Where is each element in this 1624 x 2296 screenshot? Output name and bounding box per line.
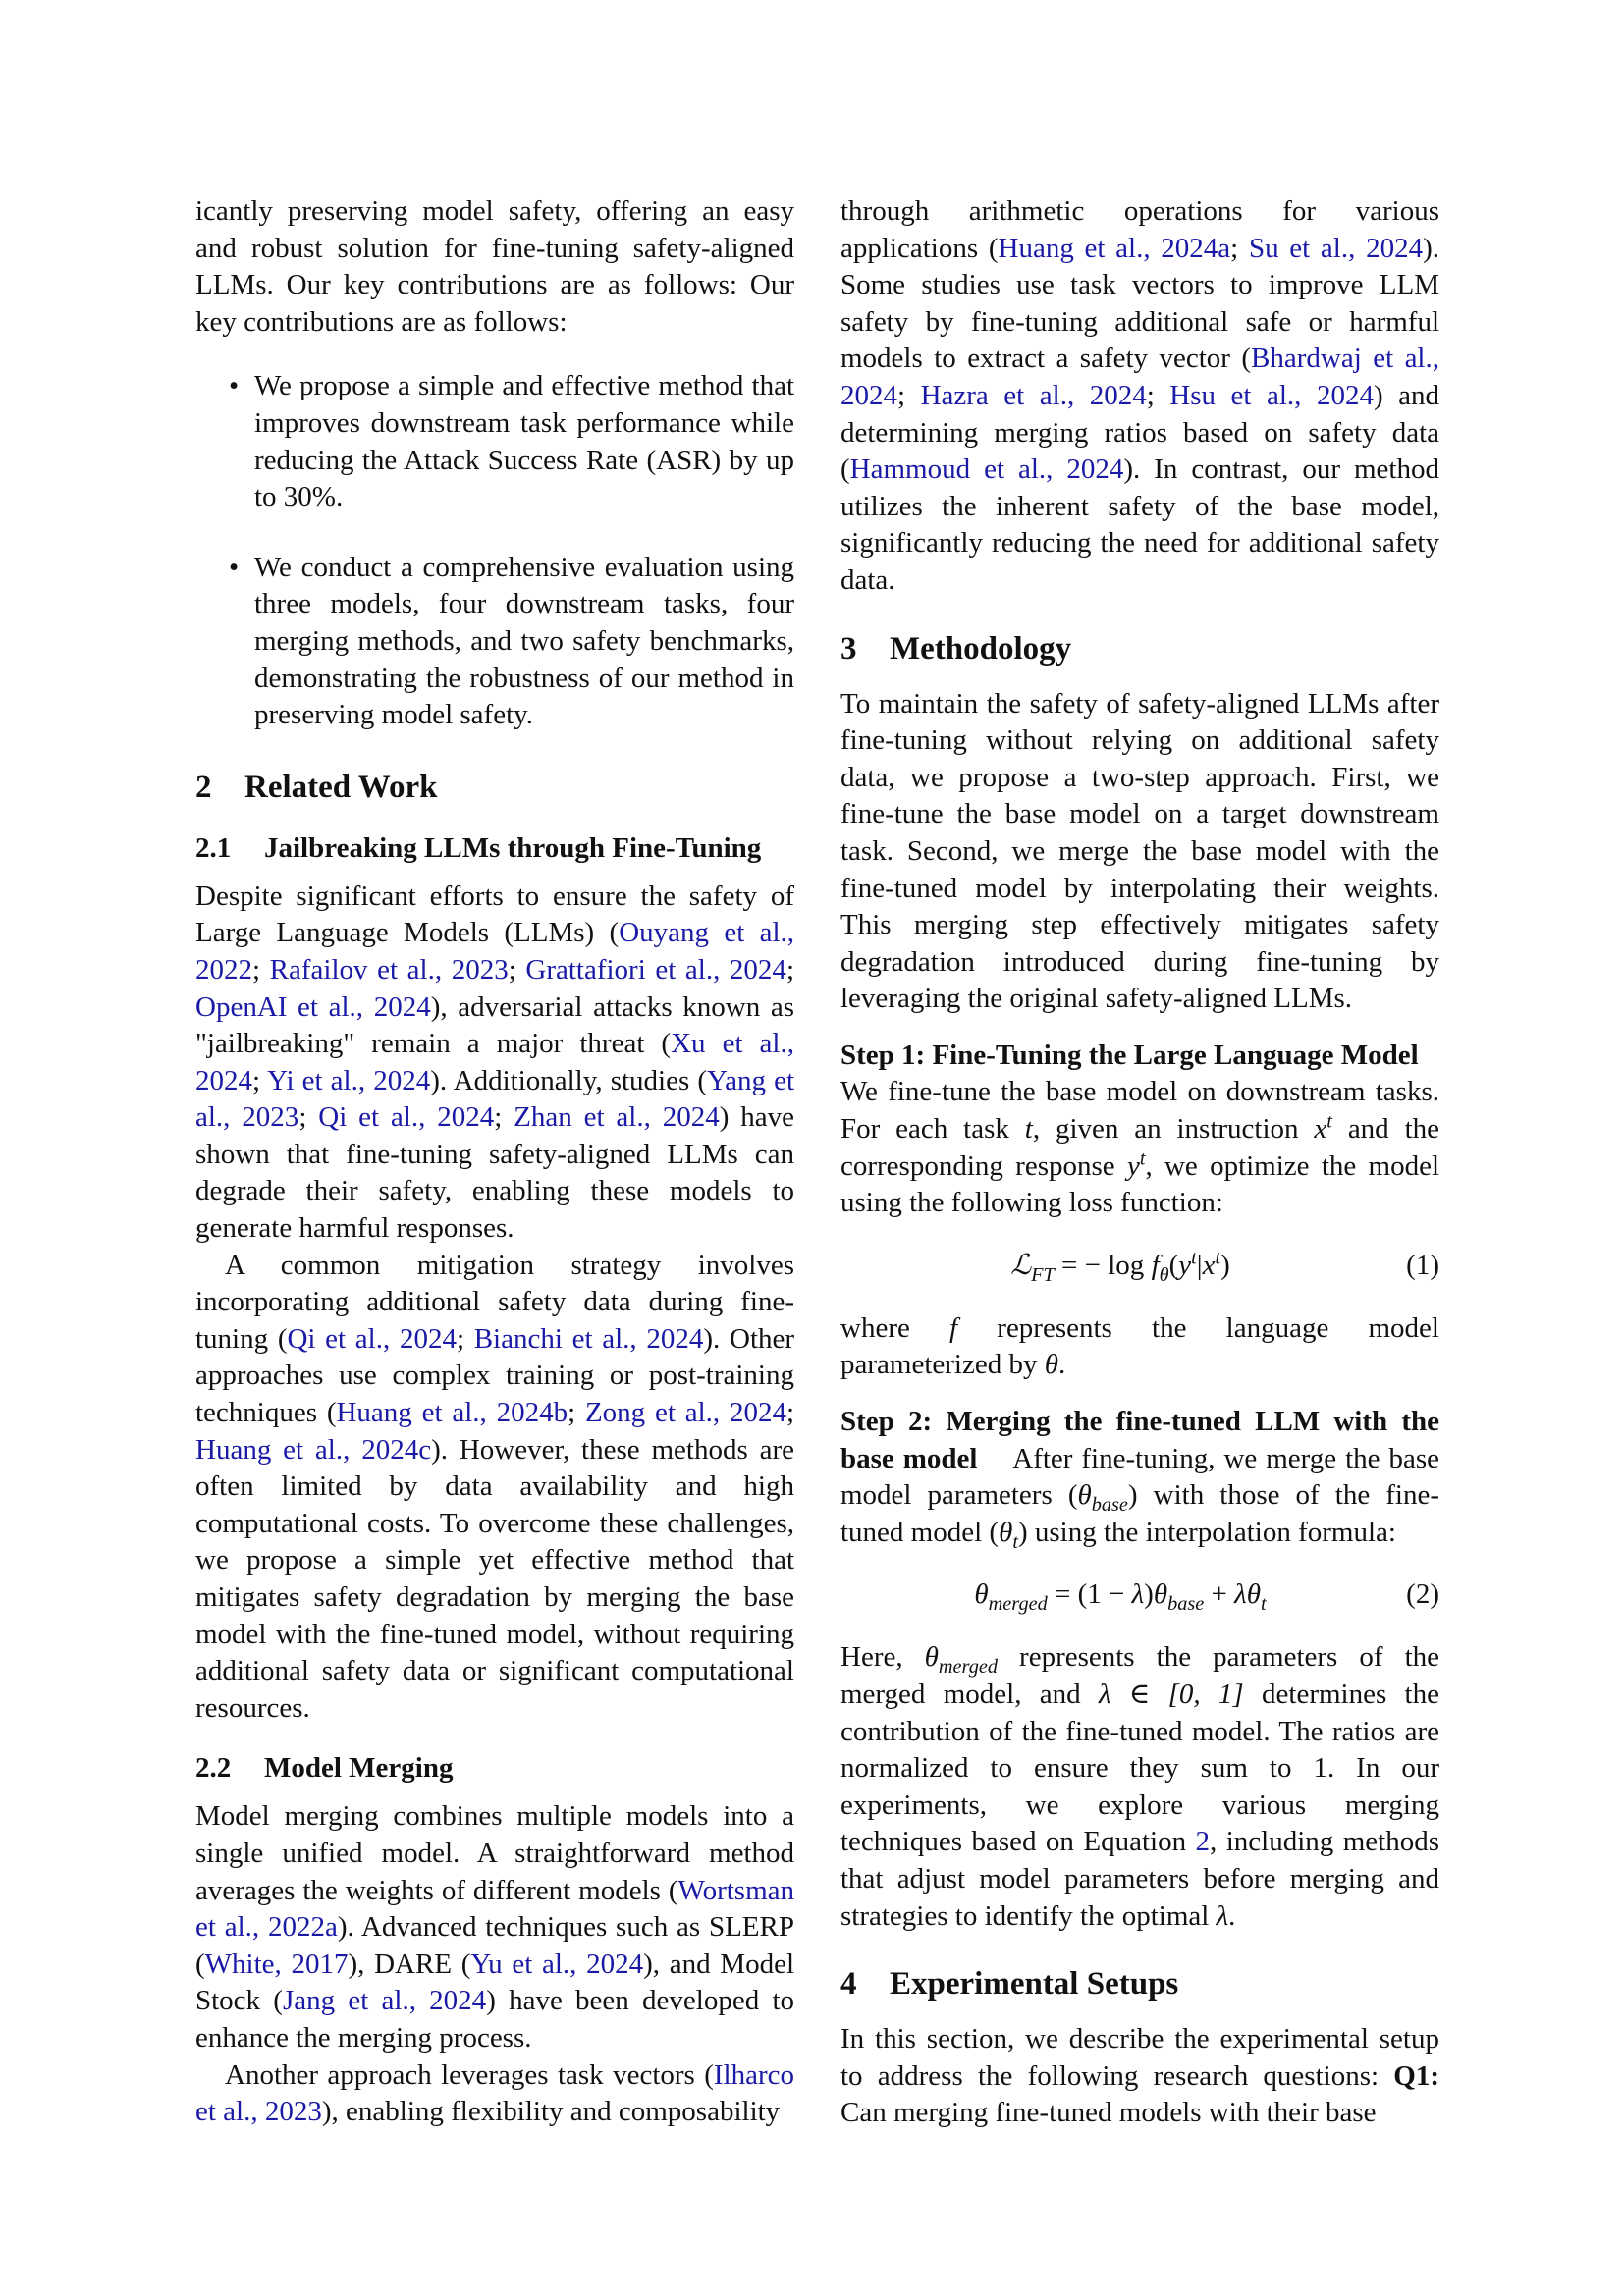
paragraph (840, 1404, 1439, 1551)
text-run: ; (785, 953, 794, 986)
math-symbol: θ (974, 1578, 989, 1611)
citation-link[interactable]: Bianchi et al., 2024 (473, 1322, 704, 1355)
citation-link[interactable]: Qi et al., 2024 (287, 1322, 457, 1355)
citation-link[interactable]: White, 2017 (204, 1948, 349, 1980)
paragraph (840, 1310, 1439, 1384)
math-subscript: base (1091, 1494, 1128, 1517)
text-run: ), and Model Stock ( (195, 1948, 795, 2017)
math-subscript: t (1260, 1593, 1267, 1616)
text-run: ; (508, 953, 526, 986)
right-column (840, 193, 1439, 2132)
list-item (195, 368, 794, 515)
section-title: Methodology (890, 630, 1072, 667)
text-run: ; (298, 1101, 319, 1134)
paragraph (195, 1798, 794, 2056)
text-run: determines the contribution of the fine-tuned model. The ratios are normalized to ensure they sum to 1. In our experiments, we explore various merging techniques based on Equation (840, 1679, 1439, 1858)
text-run: Despite significant efforts to ensure the safety of Large Language Models (LLMs) ( (195, 880, 794, 949)
citation-link[interactable]: Hsu et al., 2024 (1169, 379, 1374, 411)
text-run: ; (897, 379, 921, 411)
math-superscript: t (1326, 1110, 1332, 1133)
text-run: In this section, we describe the experimental setup to address the following research questions: (840, 2023, 1439, 2092)
text-run: ; (494, 1101, 514, 1134)
citation-link[interactable]: Grattafiori et al., 2024 (525, 953, 786, 986)
text-run: ) have been developed to enhance the merging process. (195, 1985, 795, 2054)
citation-link[interactable]: OpenAI et al., 2024 (195, 990, 431, 1023)
text-run: ; (1230, 232, 1249, 264)
text-run: ) have shown that fine-tuning safety-aligned LLMs can degrade their safety, enabling these models to generate harmful responses. (195, 1101, 795, 1245)
subsection-heading (195, 1750, 794, 1787)
section-title: Experimental Setups (890, 1966, 1179, 2002)
citation-link[interactable]: Yu et al., 2024 (470, 1948, 644, 1980)
text-run: ). Other approaches use complex training or post-training techniques ( (195, 1322, 795, 1429)
math-symbol: y (1126, 1149, 1140, 1182)
citation-link[interactable]: Su et al., 2024 (1248, 232, 1424, 264)
text-run: represents the parameters of the merged model, and (840, 1641, 1440, 1710)
paragraph (840, 193, 1439, 600)
citation-link[interactable]: Qi et al., 2024 (318, 1101, 495, 1134)
equation-1 (840, 1230, 1439, 1303)
paragraph (840, 1038, 1439, 1222)
math-symbol: λ (1216, 1899, 1229, 1932)
math-symbol: θ (924, 1641, 939, 1674)
text-run: ), enabling flexibility and composability (321, 2096, 781, 2128)
text-run: . (1228, 1899, 1236, 1932)
section-heading (840, 1964, 1439, 2003)
contributions-list (195, 368, 794, 733)
equation-number: (1) (1406, 1249, 1439, 1281)
citation-link[interactable]: Yang et al., 2023 (195, 1064, 795, 1134)
text-run: Another approach leverages task vectors ( (225, 2058, 714, 2091)
intro-paragraph: icantly preserving model safety, offering an easy and robust solution for fine-tuning safety-aligned LLMs. Our key contributions are as follows: Our key contributions are as follows: (195, 195, 794, 338)
bullet-text: We propose a simple and effective method that improves downstream task performance while reducing the Attack Success Rate (ASR) by up to 30%. (254, 370, 794, 513)
section-number: 2 (195, 769, 212, 805)
subsection-number: 2.1 (195, 831, 232, 864)
step-title: Step 1: Fine-Tuning the Large Language Model (840, 1039, 1419, 1071)
math-symbol: λ ∈ [0, 1] (1098, 1679, 1244, 1710)
math-operator: = − log (1054, 1249, 1152, 1281)
citation-link[interactable]: Huang et al., 2024b (336, 1397, 568, 1429)
text-run: through arithmetic operations for various applications ( (840, 195, 1439, 264)
section-number: 4 (840, 1966, 857, 2002)
citation-link[interactable]: Ilharco et al., 2023 (195, 2058, 794, 2128)
text-run: represents the language model parameterized by (840, 1311, 1439, 1381)
math-subscript: base (1167, 1593, 1205, 1616)
text-run: ). Advanced techniques such as SLERP ( (195, 1911, 794, 1980)
text-run: where (840, 1311, 950, 1344)
math-operator: | (1196, 1249, 1203, 1281)
citation-link[interactable]: Jang et al., 2024 (282, 1985, 487, 2017)
subsection-title: Jailbreaking LLMs through Fine-Tuning (264, 831, 762, 864)
section-heading (195, 768, 794, 807)
list-item (195, 550, 794, 734)
bullet-icon: • (229, 370, 240, 402)
math-symbol: θ (999, 1516, 1013, 1548)
math-symbol: λ (1131, 1578, 1145, 1611)
text-run: ), DARE ( (348, 1948, 471, 1980)
question-label: Q1: (1393, 2059, 1439, 2092)
math-symbol: x (1202, 1249, 1216, 1281)
math-symbol: θ (1044, 1349, 1058, 1381)
text-run: ; (456, 1322, 474, 1355)
text-run: ) using the interpolation formula: (1017, 1516, 1396, 1548)
citation-link[interactable]: Huang et al., 2024c (195, 1433, 432, 1466)
math-operator: = (1 − (1047, 1578, 1132, 1611)
equation-body (840, 1576, 1400, 1614)
math-operator: + (1204, 1578, 1235, 1611)
math-subscript: merged (938, 1656, 998, 1679)
text-run: ). In contrast, our method utilizes the inherent safety of the base model, significantly reducing the need for additional safety data. (840, 454, 1439, 596)
citation-link[interactable]: Hammoud et al., 2024 (849, 454, 1124, 486)
text-run: We fine-tune the base model on downstream tasks. For each task (840, 1076, 1439, 1146)
equation-2 (840, 1559, 1439, 1631)
paragraph (195, 879, 794, 1248)
subsection-title: Model Merging (264, 1752, 454, 1785)
text-run: ; (252, 953, 270, 986)
math-superscript: t (1139, 1148, 1146, 1169)
text-run: Model merging combines multiple models into a single unified model. A straightforward method averages the weights of different models ( (195, 1800, 794, 1906)
paragraph (195, 1248, 794, 1728)
text-run: ). Additionally, studies ( (430, 1064, 708, 1096)
math-symbol: f (1151, 1249, 1160, 1281)
math-superscript: t (1191, 1247, 1197, 1269)
citation-link[interactable]: Huang et al., 2024a (998, 232, 1231, 264)
text-run: Can merging fine-tuned models with their base (840, 2097, 1377, 2129)
step-title: Step 2: Merging the fine-tuned LLM with the base model (840, 1406, 1439, 1474)
section-heading (840, 629, 1439, 668)
math-subscript: t (1012, 1530, 1018, 1553)
citation-link[interactable]: Wortsman et al., 2022a (195, 1874, 794, 1944)
paragraph: To maintain the safety of safety-aligned LLMs after fine-tuning without relying on additional safety data, we propose a two-step approach. First, we fine-tune the base model on a target downstream task. Second, we merge the base model with the fine-tuned model by interpolating their weights. This merging step effectively mitigates safety degradation introduced during fine-tuning by leveraging the original safety-aligned LLMs. (840, 687, 1439, 1015)
text-run: , given an instruction (1032, 1113, 1315, 1146)
equation-body (840, 1248, 1400, 1285)
math-symbol: x (1314, 1113, 1327, 1146)
math-symbol: θ (1153, 1578, 1168, 1611)
math-symbol: ℒ (1010, 1249, 1032, 1281)
math-operator: ( (1168, 1249, 1179, 1281)
citation-link[interactable]: Ouyang et al., 2022 (195, 917, 794, 986)
citation-link[interactable]: Zong et al., 2024 (584, 1397, 786, 1429)
text-run: A common mitigation strategy involves incorporating additional safety data during fine-tuning ( (195, 1249, 794, 1355)
paragraph (840, 1639, 1439, 1935)
text-run: and the corresponding response (840, 1113, 1439, 1182)
math-symbol: λθ (1234, 1578, 1261, 1611)
text-run: ). Some studies use task vectors to improve LLM safety by fine-tuning additional safe or harmful models to extract a safety vector ( (840, 232, 1439, 375)
math-symbol: θ (1077, 1479, 1092, 1512)
text-run: ). However, these methods are often limited by data availability and high computational costs. To overcome these challenges, we propose a simple yet effective method that mitigates safety degradation by merging the base model with the fine-tuned model, without requiring additional safety data or significant computational resources. (195, 1433, 794, 1724)
paragraph (195, 2057, 794, 2131)
text-run: After fine-tuning, we merge the base model parameters ( (840, 1442, 1440, 1512)
subsection-heading (195, 830, 794, 867)
citation-link[interactable]: Rafailov et al., 2023 (269, 953, 509, 986)
text-run: Here, (840, 1641, 925, 1674)
paragraph (840, 2021, 1439, 2132)
math-operator: ) (1220, 1249, 1230, 1281)
text-run: ), adversarial attacks known as "jailbreaking" remain a major threat ( (195, 990, 794, 1060)
math-subscript: merged (988, 1593, 1048, 1616)
math-symbol: t (1024, 1113, 1033, 1146)
text-run: ) with those of the fine-tuned model ( (840, 1479, 1440, 1548)
text-run: ; (785, 1397, 795, 1429)
section-title: Related Work (244, 769, 438, 805)
text-run: , we optimize the model using the following loss function: (840, 1149, 1440, 1219)
text-run: ; (252, 1064, 268, 1096)
section-number: 3 (840, 630, 857, 667)
citation-link[interactable]: Hazra et al., 2024 (920, 379, 1147, 411)
text-run: . (1057, 1349, 1066, 1381)
citation-link[interactable]: Zhan et al., 2024 (514, 1101, 720, 1134)
text-run: , including methods that adjust model parameters before merging and strategies to identify the optimal (840, 1826, 1439, 1932)
subsection-number: 2.2 (195, 1752, 232, 1785)
bullet-text: We conduct a comprehensive evaluation using three models, four downstream tasks, four merging methods, and two safety benchmarks, demonstrating the robustness of our method in preserving model safety. (254, 551, 794, 731)
bullet-icon: • (229, 551, 240, 583)
math-symbol: f (949, 1311, 958, 1344)
math-operator: ) (1144, 1578, 1154, 1611)
math-subscript: FT (1031, 1263, 1055, 1286)
left-column (195, 193, 794, 2131)
equation-reference-link[interactable]: 2 (1195, 1826, 1211, 1858)
text-run: ; (1146, 379, 1170, 411)
text-run: ; (568, 1397, 585, 1429)
math-subscript: θ (1159, 1263, 1169, 1286)
math-symbol: y (1178, 1249, 1192, 1281)
citation-link[interactable]: Bhardwaj et al., 2024 (840, 343, 1439, 411)
citation-link[interactable]: Xu et al., 2024 (195, 1028, 794, 1096)
citation-link[interactable]: Yi et al., 2024 (267, 1064, 431, 1096)
text-run: ) and determining merging ratios based on safety data ( (840, 379, 1440, 486)
math-superscript: t (1215, 1247, 1221, 1269)
equation-number: (2) (1406, 1578, 1439, 1611)
